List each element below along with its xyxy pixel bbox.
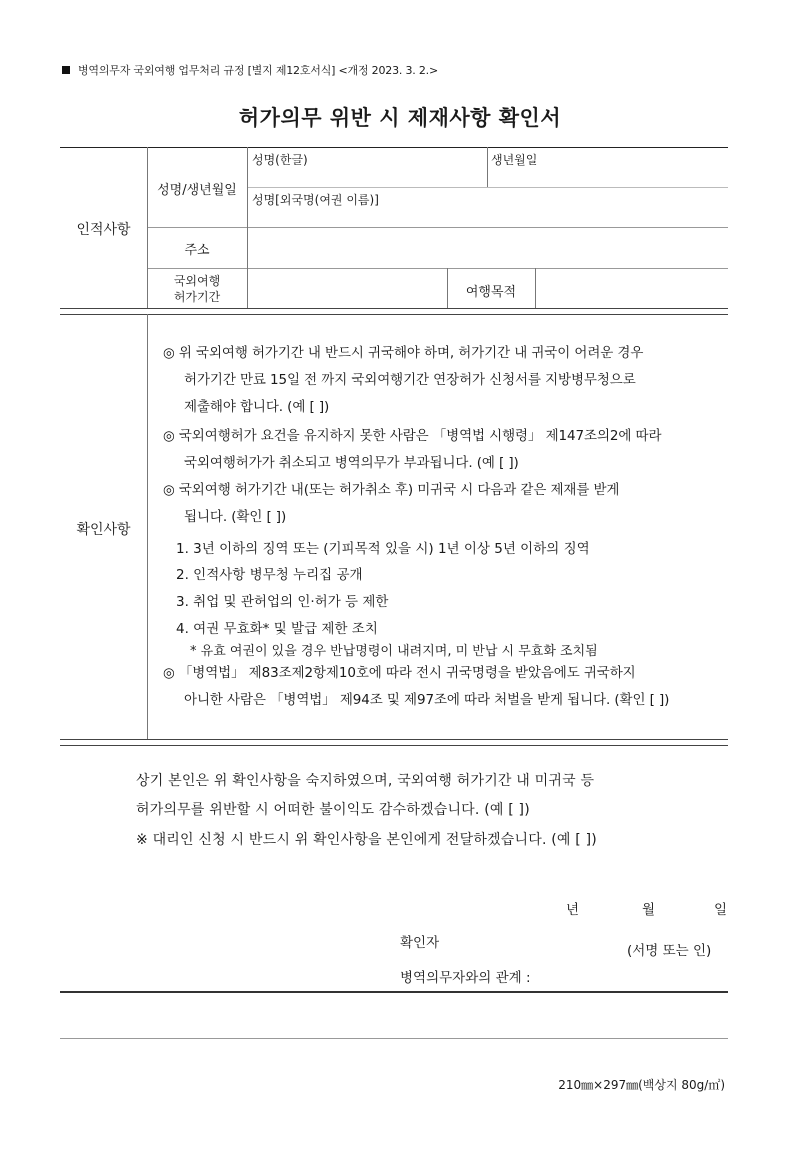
travel-period-label-line2: 허가기간 <box>173 290 221 304</box>
birth-date-column-divider <box>487 147 488 187</box>
address-row-top <box>147 227 728 228</box>
para3-line2: 됩니다. (확인 [ ]) <box>184 509 287 525</box>
confirmer-label: 확인자 <box>400 935 440 951</box>
personal-section-bottom-2 <box>60 314 728 315</box>
personal-section-bottom-1 <box>60 308 728 309</box>
para3-line1: ◎ 국외여행 허가기간 내(또는 허가취소 후) 미귀국 시 다음과 같은 제재를 받게 <box>163 482 620 498</box>
purpose-right-divider <box>535 268 536 308</box>
personal-section-label: 인적사항 <box>76 222 131 238</box>
sanction-item-1: 1. 3년 이하의 징역 또는 (기피목적 있을 시) 1년 이상 5년 이하의 징역 <box>176 541 590 557</box>
name-korean-label: 성명(한글) <box>252 153 308 167</box>
confirm-paragraph-3 <box>163 477 619 531</box>
signature-bottom-rule <box>60 991 728 993</box>
para1-line1: ◎ 위 국외여행 허가기간 내 반드시 귀국해야 하며, 허가기간 내 귀국이 어려운 경우 <box>163 345 644 361</box>
declaration-line-1: 상기 본인은 위 확인사항을 숙지하였으며, 국외여행 허가기간 내 미귀국 등 <box>136 773 595 789</box>
signature-seal-label: (서명 또는 인) <box>627 943 712 959</box>
para2-line1: ◎ 국외여행허가 요건을 유지하지 못한 사람은 「병역법 시행령」 제147조의2에 따라 <box>163 428 662 444</box>
form-bottom-rule <box>60 1038 728 1039</box>
date-month-label: 월 <box>642 902 656 918</box>
header-note-text: 병역의무자 국외여행 업무처리 규정 [별지 제12호서식] <개정 2023. 3. 2.> <box>78 64 438 77</box>
travel-period-label <box>147 273 247 305</box>
name-foreign-label: 성명[외국명(여권 이름)] <box>252 193 379 207</box>
table-top-border <box>60 147 728 148</box>
para2-line2: 국외여행허가가 취소되고 병역의무가 부과됩니다. (예 [ ]) <box>184 455 519 471</box>
para1-line3: 제출해야 합니다. (예 [ ]) <box>184 399 330 415</box>
sanction-item-4: 4. 여권 무효화* 및 발급 제한 조치 <box>176 621 378 637</box>
confirm-section-label: 확인사항 <box>76 522 131 538</box>
sanction-item-2: 2. 인적사항 병무청 누리집 공개 <box>176 567 363 583</box>
period-row-top <box>147 268 728 269</box>
confirm-paragraph-2 <box>163 423 661 477</box>
name-birth-label: 성명/생년월일 <box>157 183 237 198</box>
form-header-note <box>62 62 438 78</box>
date-day-label: 일 <box>714 902 728 918</box>
para4-line2: 아니한 사람은 「병역법」 제94조 및 제97조에 따라 처벌을 받게 됩니다. (확인 [ ]) <box>184 692 670 708</box>
document-title: 허가의무 위반 시 제재사항 확인서 <box>238 106 562 130</box>
declaration-line-2: 허가의무를 위반할 시 어떠한 불이익도 감수하겠습니다. (예 [ ]) <box>136 802 530 818</box>
square-bullet-icon <box>62 66 70 74</box>
declaration-note: ※ 대리인 신청 시 반드시 위 확인사항을 본인에게 전달하겠습니다. (예 [ ]) <box>136 832 597 848</box>
name-row-divider <box>247 187 728 188</box>
travel-period-label-line1: 국외여행 <box>173 274 221 288</box>
confirm-section-bottom-1 <box>60 739 728 740</box>
relation-label: 병역의무자와의 관계 : <box>400 970 531 986</box>
confirm-section-bottom-2 <box>60 745 728 746</box>
sanction-item-3: 3. 취업 및 관허업의 인·허가 등 제한 <box>176 594 389 610</box>
address-label: 주소 <box>184 243 210 258</box>
para1-line2: 허가기간 만료 15일 전 까지 국외여행기간 연장허가 신청서를 지방병무청으로 <box>184 372 636 388</box>
birth-date-label: 생년월일 <box>491 153 538 167</box>
travel-purpose-label: 여행목적 <box>465 285 517 300</box>
confirm-column-divider <box>147 314 148 739</box>
sanction-note: * 유효 여권이 있을 경우 반납명령이 내려지며, 미 반납 시 무효화 조치됨 <box>190 644 598 659</box>
confirm-paragraph-1 <box>163 340 643 421</box>
date-year-label: 년 <box>566 902 580 918</box>
value-column-divider <box>247 147 248 308</box>
para4-line1: ◎ 「병역법」 제83조제2항제10호에 따라 전시 귀국명령을 받았음에도 귀국하지 <box>163 665 636 681</box>
paper-spec-footer: 210㎜×297㎜(백상지 80g/㎡) <box>558 1078 725 1092</box>
confirm-paragraph-4 <box>163 660 669 714</box>
